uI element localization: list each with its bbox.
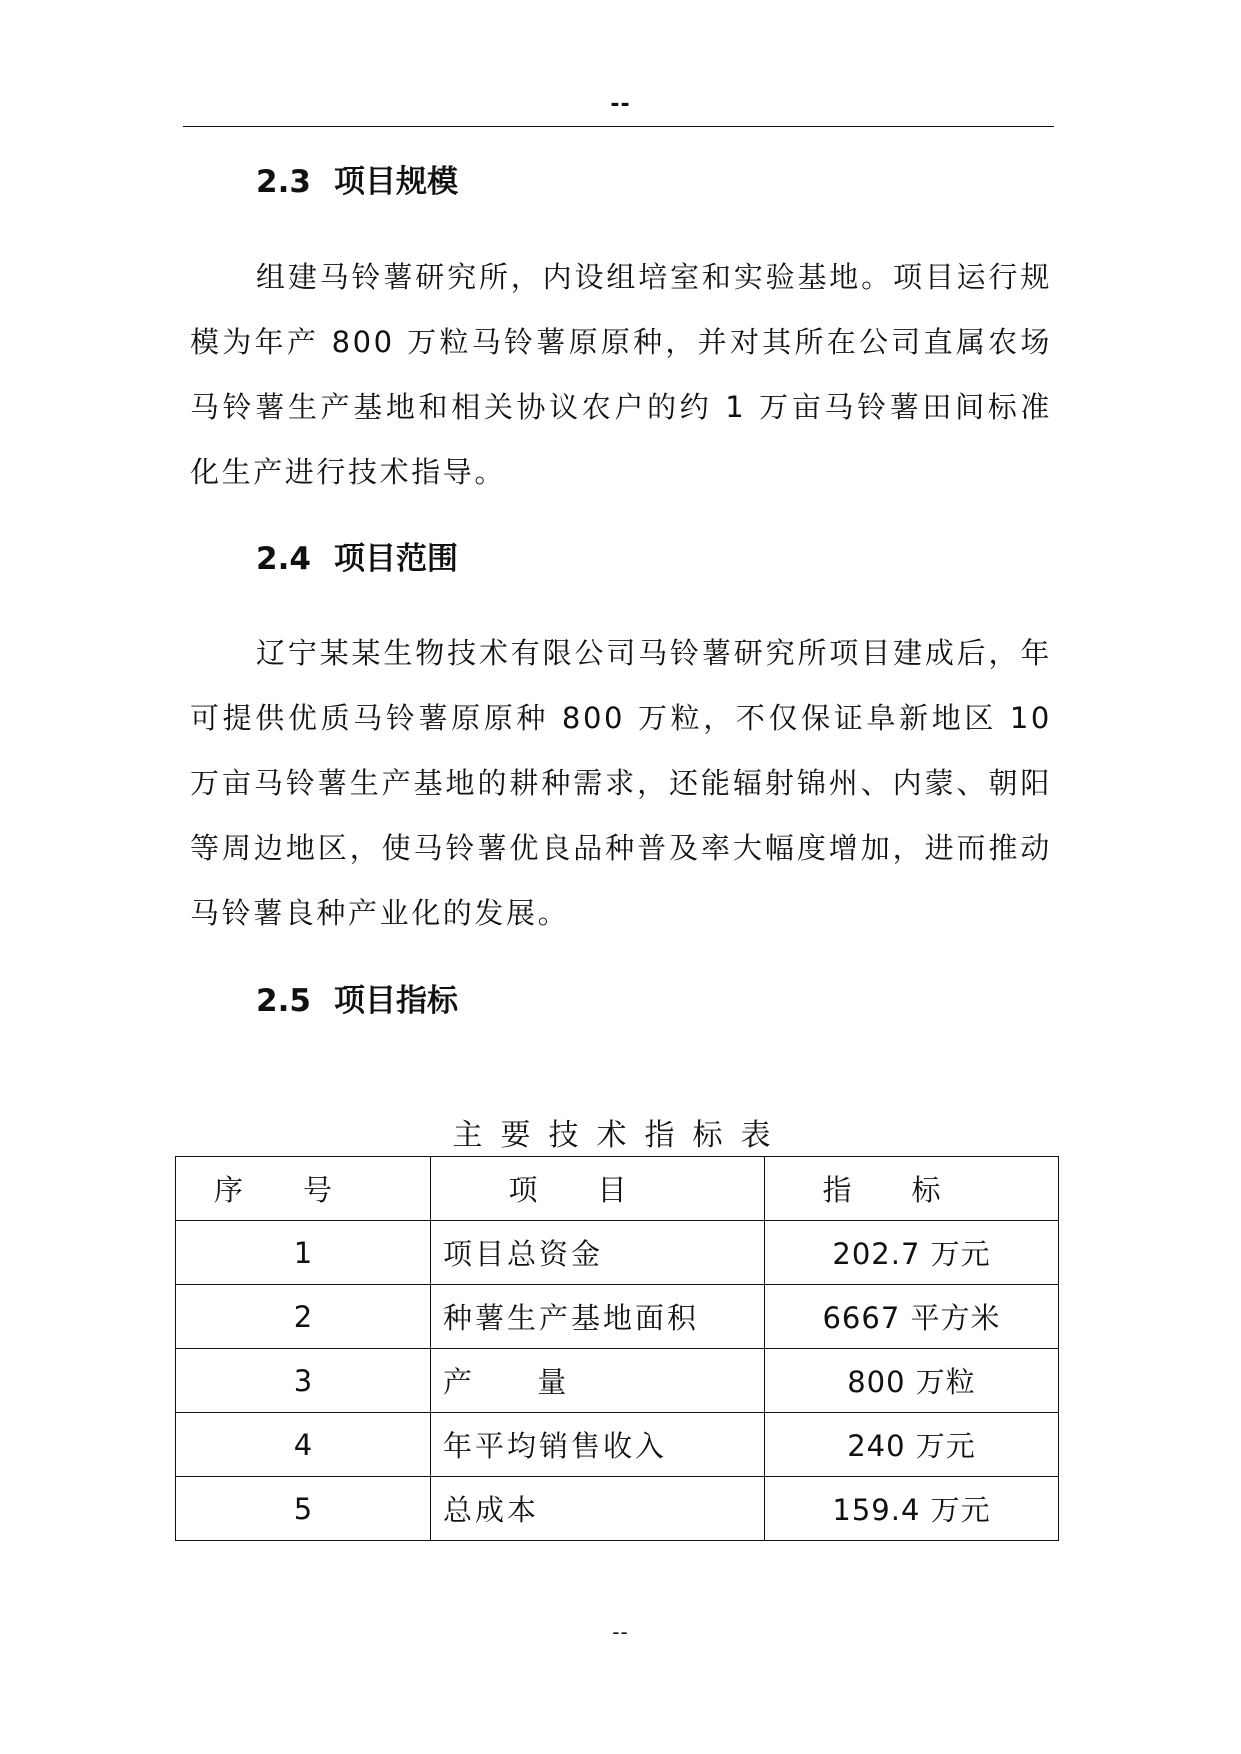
technical-indicator-table (175, 1156, 1059, 1541)
section-heading-2-3 (256, 160, 458, 204)
cell-value: 159.4 万元 (765, 1477, 1059, 1541)
cell-index: 5 (176, 1477, 431, 1541)
section-paragraph-2-3: 组建马铃薯研究所，内设组培室和实验基地。项目运行规模为年产 800 万粒马铃薯原原种，并对其所在公司直属农场马铃薯生产基地和相关协议农户的约 1 万亩马铃薯田间标准化生产进行技术指导。 (190, 260, 1052, 489)
header-divider (183, 126, 1054, 127)
section-paragraph-2-4: 辽宁某某生物技术有限公司马铃薯研究所项目建成后，年可提供优质马铃薯原原种 800 万粒，不仅保证阜新地区 10 万亩马铃薯生产基地的耕种需求，还能辐射锦州、内蒙、朝阳等周边地区，使马铃薯优良品种普及率大幅度增加，进而推动马铃薯良种产业化的发展。 (190, 636, 1052, 930)
table-row (176, 1285, 1059, 1349)
section-title: 项目指标 (334, 983, 458, 1019)
section-title: 项目范围 (334, 541, 458, 577)
table-row (176, 1349, 1059, 1413)
section-heading-2-5 (256, 979, 458, 1023)
column-header-index: 序号 (176, 1157, 431, 1221)
column-header-indicator: 指标 (765, 1157, 1059, 1221)
page-header-mark: -- (610, 92, 631, 117)
column-header-item: 项目 (431, 1157, 765, 1221)
cell-index: 3 (176, 1349, 431, 1413)
cell-value: 202.7 万元 (765, 1221, 1059, 1285)
cell-value: 240 万元 (765, 1413, 1059, 1477)
cell-index: 4 (176, 1413, 431, 1477)
page-footer-mark: -- (612, 1620, 629, 1644)
section-number: 2.4 (256, 541, 311, 577)
cell-value: 800 万粒 (765, 1349, 1059, 1413)
cell-index: 1 (176, 1221, 431, 1285)
table-row (176, 1221, 1059, 1285)
table-header-row (176, 1157, 1059, 1221)
section-heading-2-4 (256, 537, 458, 581)
table-row (176, 1413, 1059, 1477)
cell-item: 年平均销售收入 (431, 1413, 765, 1477)
cell-item: 项目总资金 (431, 1221, 765, 1285)
cell-item: 种薯生产基地面积 (431, 1285, 765, 1349)
cell-item: 总成本 (431, 1477, 765, 1541)
table-caption: 主要技术指标表 (452, 1118, 789, 1153)
cell-index: 2 (176, 1285, 431, 1349)
cell-value: 6667 平方米 (765, 1285, 1059, 1349)
cell-item: 产 量 (431, 1349, 765, 1413)
table-row (176, 1477, 1059, 1541)
section-number: 2.5 (256, 983, 311, 1019)
section-number: 2.3 (256, 164, 311, 200)
section-title: 项目规模 (334, 164, 458, 200)
